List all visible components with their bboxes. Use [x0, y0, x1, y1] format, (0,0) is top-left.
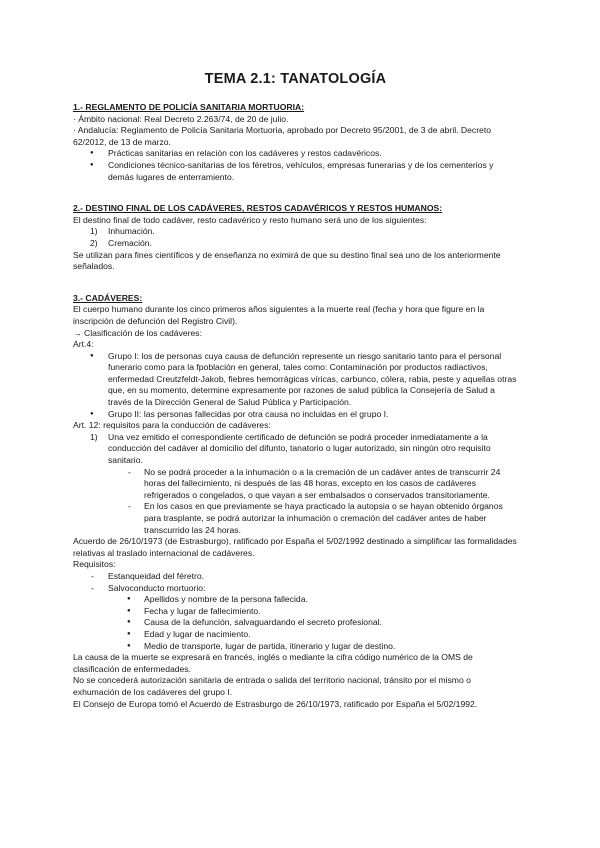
list-item: - En los casos en que previamente se haya practicado la autopsia o se hayan obtenido órganos para trasplante, se podrá autorizar la inhumación o cremación del cadáver antes de haber transcurrido las 24 horas. — [73, 501, 518, 536]
section-2-heading: 2.- DESTINO FINAL DE LOS CADÁVERES, RESTOS CADAVÉRICOS Y RESTOS HUMANOS: — [73, 203, 443, 214]
section-3 — [73, 293, 518, 710]
list-item: ● Prácticas sanitarias en relación con los cadáveres y restos cadavéricos. — [73, 148, 518, 160]
list-item — [73, 432, 518, 467]
list-number: 1) — [90, 431, 98, 442]
list-item: - No se podrá proceder a la inhumación o a la cremación de un cadáver antes de transcurrir 24 horas del fallecimiento, ni después de las 48 horas, excepto en los casos de cadáveres refrigerados o congelados, o que vayan a ser embalsados o conservados transitoriamente. — [73, 467, 518, 502]
list-item: - Salvoconducto mortuorio: — [73, 583, 518, 595]
text-line: · Andalucía: Reglamento de Policía Sanitaria Mortuoria, aprobado por Decreto 95/2001, de 3 de abril. Decreto 62/2012, de 13 de marzo. — [73, 125, 492, 147]
text-line: El Consejo de Europa tomó el Acuerdo de Estrasburgo de 26/10/1973, ratificado por España el 5/02/1992. — [73, 698, 478, 709]
section-1 — [73, 102, 518, 183]
list-text: Cremación. — [108, 237, 152, 248]
text-line: Art. 12: requisitos para la conducción de cadáveres: — [73, 420, 271, 431]
list-item: ● Fecha y lugar de fallecimiento. — [73, 606, 518, 618]
text-line: El destino final de todo cadáver, resto cadavérico y resto humano será uno de los siguientes: — [73, 214, 427, 225]
list-number: 2) — [90, 237, 98, 248]
list-item: ● Causa de la defunción, salvaguardando el secreto profesional. — [73, 617, 518, 629]
bullet-list — [73, 594, 518, 652]
list-number: 1) — [90, 226, 98, 237]
text-line: Se utilizan para fines científicos y de enseñanza no eximirá de que su destino final sea uno de los anteriormente señalados. — [73, 249, 501, 272]
text-line: No se concederá autorización sanitaria de entrada o salida del territorio nacional, tránsito por el mismo o exhumación de los cadáveres del grupo I. — [73, 675, 471, 697]
list-item: ● Apellidos y nombre de la persona fallecida. — [73, 594, 518, 606]
bullet-list — [73, 148, 518, 183]
section-2 — [73, 203, 518, 273]
list-item: ● Grupo I: los de personas cuya causa de defunción represente un riesgo sanitario tanto para el personal funerario como para la fpoblación en general, tales como: Contaminación por productos radiactivos, enfermedad Creutzfeldt-Jakob, fiebres hemorrágicas víricas, carbunco, cólera, rabia, peste y aquellas otras que, en su momento, determine expresamente por razones de salud pública la Consejería de Salud a través de la Dirección General de Salud Pública y Participación. — [73, 351, 518, 409]
list-item — [73, 226, 518, 238]
text-line: Art.4: — [73, 339, 94, 350]
list-item: ● Medio de transporte, lugar de partida, itinerario y lugar de destino. — [73, 641, 518, 653]
text-line: Acuerdo de 26/10/1973 (de Estrasburgo), ratificado por España el 5/02/1992 destinado a simplificar las formalidades relativas al traslado internacional de cadáveres. — [73, 536, 517, 558]
text-line: · Ámbito nacional: Real Decreto 2.263/74, de 20 de julio. — [73, 113, 289, 124]
list-item: ● Edad y lugar de nacimiento. — [73, 629, 518, 641]
section-3-heading: 3.- CADÁVERES: — [73, 292, 143, 303]
document-page — [73, 70, 518, 720]
page-title: TEMA 2.1: TANATOLOGÍA — [204, 71, 387, 87]
text-line: Requisitos: — [73, 559, 116, 570]
list-item — [73, 238, 518, 250]
numbered-list — [73, 226, 518, 249]
list-text: Una vez emitido el correspondiente certificado de defunción se podrá proceder inmediatamente a la conducción del cadáver al domicilio del difunto, tanatorio o lugar autorizado, sin ningún otro requisito sanitario. — [108, 431, 491, 466]
list-item: ● Grupo II: las personas fallecidas por otra causa no incluidas en el grupo I. — [73, 409, 518, 421]
section-1-heading: 1.- REGLAMENTO DE POLICÍA SANITARIA MORTUORIA: — [73, 102, 305, 112]
text-line: El cuerpo humano durante los cinco primeros años siguientes a la muerte real (fecha y hora que figure en la inscripción de defunción del Registro Civil). — [73, 304, 485, 326]
list-item: - Estanqueidad del féretro. — [73, 571, 518, 583]
list-text: Inhumación. — [108, 226, 155, 237]
list-item: ● Condiciones técnico-sanitarias de los féretros, vehículos, empresas funerarias y de los cementerios y demás lugares de enterramiento. — [73, 160, 518, 183]
dash-list — [73, 571, 518, 594]
text-line: → Clasificación de los cadáveres: — [73, 327, 202, 338]
dash-list — [73, 467, 518, 537]
text-line: La causa de la muerte se expresará en francés, inglés o mediante la cifra código numérico de la OMS de clasificación de enfermedades. — [73, 652, 473, 674]
bullet-list — [73, 351, 518, 421]
